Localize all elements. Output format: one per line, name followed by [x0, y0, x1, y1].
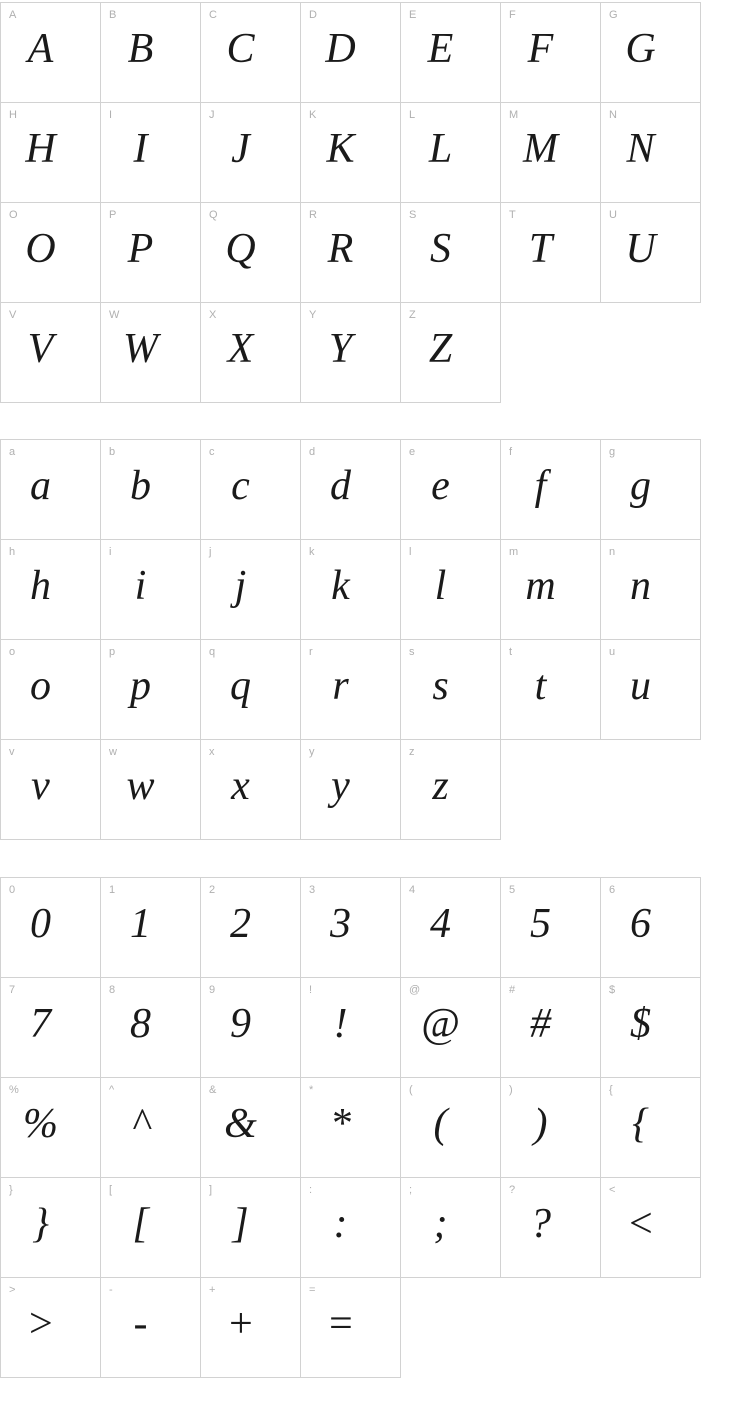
glyph-label: -: [109, 1284, 113, 1296]
glyph-preview: C: [226, 25, 255, 72]
glyph-preview: ): [533, 1100, 548, 1147]
glyph-label: S: [409, 209, 417, 221]
glyph-cell: [100, 977, 201, 1078]
glyph-preview: L: [428, 125, 453, 172]
glyph-label: B: [109, 9, 117, 21]
glyph-label: 8: [109, 984, 116, 996]
glyph-label: t: [509, 646, 513, 658]
glyph-label: +: [209, 1284, 216, 1296]
glyph-label: E: [409, 9, 417, 21]
glyph-preview: W: [123, 325, 158, 372]
glyph-label: u: [609, 646, 616, 658]
glyph-cell: [100, 877, 201, 978]
glyph-label: o: [9, 646, 16, 658]
glyph-cell: [0, 739, 101, 840]
glyph-label: %: [9, 1084, 19, 1096]
glyph-label: C: [209, 9, 217, 21]
glyph-preview: f: [534, 462, 547, 509]
glyph-cell: [500, 639, 601, 740]
glyph-cell: [600, 2, 701, 103]
glyph-cell: [300, 1277, 401, 1378]
glyph-label: g: [609, 446, 616, 458]
glyph-preview: ^: [131, 1100, 150, 1147]
glyph-preview: Y: [328, 325, 353, 372]
glyph-preview: 1: [130, 900, 151, 947]
glyph-preview: o: [30, 662, 51, 709]
glyph-label: 7: [9, 984, 16, 996]
glyph-preview: 3: [330, 900, 351, 947]
glyph-label: n: [609, 546, 616, 558]
glyph-label: Z: [409, 309, 416, 321]
glyph-label: T: [509, 209, 516, 221]
glyph-cell: [600, 1177, 701, 1278]
glyph-preview: R: [327, 225, 354, 272]
glyph-preview: N: [626, 125, 655, 172]
glyph-label: X: [209, 309, 217, 321]
glyph-cell: [600, 439, 701, 540]
glyph-label: 2: [209, 884, 216, 896]
glyph-cell: [100, 202, 201, 303]
glyph-preview: p: [130, 662, 151, 709]
glyph-label: [: [109, 1184, 113, 1196]
glyph-label: q: [209, 646, 216, 658]
glyph-preview: :: [333, 1200, 348, 1247]
glyph-cell: [300, 977, 401, 1078]
glyph-cell: [0, 977, 101, 1078]
glyph-preview: Z: [428, 325, 453, 372]
glyph-cell: [200, 739, 301, 840]
glyph-label: =: [309, 1284, 316, 1296]
glyph-preview: I: [133, 125, 148, 172]
glyph-label: 4: [409, 884, 416, 896]
glyph-cell: [400, 1177, 501, 1278]
glyph-label: j: [209, 546, 212, 558]
glyph-cell: [400, 302, 501, 403]
glyph-label: k: [309, 546, 315, 558]
glyph-label: Y: [309, 309, 317, 321]
glyph-preview: P: [127, 225, 154, 272]
glyph-preview: <: [626, 1200, 655, 1247]
glyph-label: @: [409, 984, 421, 996]
glyph-preview: !: [333, 1000, 348, 1047]
glyph-cell: [100, 302, 201, 403]
glyph-cell: [100, 1177, 201, 1278]
glyph-preview: >: [26, 1300, 55, 1347]
glyph-cell: [500, 1077, 601, 1178]
glyph-cell: [400, 439, 501, 540]
glyph-label: *: [309, 1084, 314, 1096]
glyph-preview: ;: [433, 1200, 448, 1247]
glyph-preview: t: [534, 662, 547, 709]
glyph-cell: [0, 877, 101, 978]
glyph-label: a: [9, 446, 16, 458]
glyph-label: H: [9, 109, 17, 121]
glyph-label: 0: [9, 884, 16, 896]
glyph-label: y: [309, 746, 315, 758]
glyph-label: ^: [109, 1084, 115, 1096]
glyph-preview: l: [434, 562, 447, 609]
glyph-preview: 0: [30, 900, 51, 947]
glyph-cell: [100, 739, 201, 840]
glyph-cell: [200, 639, 301, 740]
glyph-preview: @: [421, 1000, 460, 1047]
glyph-cell: [300, 102, 401, 203]
glyph-label: U: [609, 209, 617, 221]
glyph-cell: [600, 977, 701, 1078]
glyph-label: >: [9, 1284, 16, 1296]
glyph-preview: 4: [430, 900, 451, 947]
glyph-cell: [100, 102, 201, 203]
glyph-label: f: [509, 446, 513, 458]
glyph-cell: [300, 877, 401, 978]
glyph-cell: [500, 877, 601, 978]
glyph-preview: B: [127, 25, 154, 72]
glyph-preview: G: [625, 25, 656, 72]
glyph-label: x: [209, 746, 215, 758]
glyph-preview: r: [332, 662, 349, 709]
glyph-preview: &: [224, 1100, 257, 1147]
glyph-preview: x: [231, 762, 250, 809]
glyph-preview: e: [431, 462, 450, 509]
glyph-preview: Q: [225, 225, 256, 272]
glyph-preview: }: [32, 1200, 49, 1247]
glyph-preview: 7: [30, 1000, 51, 1047]
glyph-preview: y: [331, 762, 350, 809]
glyph-label: v: [9, 746, 15, 758]
glyph-preview: 6: [630, 900, 651, 947]
glyph-preview: n: [630, 562, 651, 609]
glyph-label: K: [309, 109, 317, 121]
glyph-cell: [300, 1177, 401, 1278]
glyph-preview: (: [433, 1100, 448, 1147]
glyph-preview: X: [227, 325, 254, 372]
glyph-preview: a: [30, 462, 51, 509]
glyph-preview: +: [226, 1300, 255, 1347]
glyph-label: <: [609, 1184, 616, 1196]
glyph-label: Q: [209, 209, 218, 221]
glyph-cell: [0, 439, 101, 540]
glyph-preview: 8: [130, 1000, 151, 1047]
glyph-label: R: [309, 209, 317, 221]
glyph-label: m: [509, 546, 519, 558]
glyph-cell: [100, 1077, 201, 1178]
glyph-label: A: [9, 9, 17, 21]
glyph-label: $: [609, 984, 616, 996]
glyph-label: 5: [509, 884, 516, 896]
glyph-label: N: [609, 109, 617, 121]
glyph-label: ]: [209, 1184, 213, 1196]
glyph-preview: q: [230, 662, 251, 709]
glyph-preview: u: [630, 662, 651, 709]
glyph-preview: H: [25, 125, 56, 172]
glyph-cell: [0, 1177, 101, 1278]
glyph-preview: *: [330, 1100, 351, 1147]
glyph-label: L: [409, 109, 416, 121]
glyph-preview: [: [132, 1200, 149, 1247]
glyph-label: V: [9, 309, 17, 321]
glyph-cell: [600, 639, 701, 740]
glyph-preview: T: [528, 225, 553, 272]
glyph-preview: c: [231, 462, 250, 509]
glyph-label: ): [509, 1084, 513, 1096]
glyph-cell: [300, 2, 401, 103]
glyph-label: ;: [409, 1184, 413, 1196]
glyph-preview: -: [133, 1300, 148, 1347]
glyph-preview: v: [31, 762, 50, 809]
glyph-preview: ?: [530, 1200, 551, 1247]
glyph-cell: [400, 539, 501, 640]
glyph-label: !: [309, 984, 313, 996]
glyph-preview: $: [630, 1000, 651, 1047]
glyph-cell: [300, 302, 401, 403]
glyph-preview: A: [27, 25, 54, 72]
glyph-preview: V: [27, 325, 54, 372]
glyph-cell: [500, 202, 601, 303]
glyph-cell: [200, 1077, 301, 1178]
glyph-preview: 2: [230, 900, 251, 947]
glyph-cell: [300, 539, 401, 640]
glyph-label: J: [209, 109, 215, 121]
glyph-cell: [200, 302, 301, 403]
glyph-grid-uppercase: [0, 2, 701, 402]
glyph-cell: [200, 977, 301, 1078]
glyph-cell: [200, 439, 301, 540]
glyph-label: #: [509, 984, 516, 996]
glyph-cell: [400, 202, 501, 303]
glyph-label: p: [109, 646, 116, 658]
glyph-preview: j: [234, 562, 247, 609]
glyph-cell: [600, 102, 701, 203]
glyph-preview: D: [325, 25, 356, 72]
glyph-label: b: [109, 446, 116, 458]
glyph-cell: [0, 639, 101, 740]
glyph-cell: [200, 1177, 301, 1278]
glyph-cell: [300, 439, 401, 540]
glyph-cell: [500, 439, 601, 540]
glyph-cell: [100, 1277, 201, 1378]
glyph-grid-symbols: [0, 877, 701, 1377]
glyph-label: (: [409, 1084, 413, 1096]
glyph-label: }: [9, 1184, 13, 1196]
glyph-label: I: [109, 109, 113, 121]
glyph-cell: [0, 1277, 101, 1378]
glyph-preview: F: [527, 25, 554, 72]
glyph-preview: E: [427, 25, 454, 72]
glyph-preview: g: [630, 462, 651, 509]
glyph-preview: U: [625, 225, 656, 272]
glyph-preview: J: [231, 125, 250, 172]
glyph-cell: [0, 539, 101, 640]
glyph-cell: [300, 639, 401, 740]
glyph-cell: [100, 439, 201, 540]
glyph-cell: [0, 202, 101, 303]
glyph-cell: [200, 102, 301, 203]
glyph-preview: m: [525, 562, 556, 609]
glyph-cell: [400, 102, 501, 203]
glyph-cell: [0, 2, 101, 103]
glyph-preview: %: [23, 1100, 58, 1147]
glyph-label: 9: [209, 984, 216, 996]
glyph-cell: [100, 2, 201, 103]
glyph-cell: [200, 1277, 301, 1378]
glyph-preview: s: [432, 662, 449, 709]
glyph-cell: [500, 539, 601, 640]
glyph-preview: =: [326, 1300, 355, 1347]
glyph-cell: [400, 2, 501, 103]
glyph-preview: M: [523, 125, 558, 172]
glyph-cell: [200, 877, 301, 978]
glyph-cell: [400, 877, 501, 978]
glyph-label: O: [9, 209, 18, 221]
glyph-label: G: [609, 9, 618, 21]
glyph-preview: S: [430, 225, 451, 272]
glyph-cell: [0, 1077, 101, 1178]
glyph-cell: [0, 102, 101, 203]
glyph-cell: [400, 739, 501, 840]
glyph-preview: b: [130, 462, 151, 509]
glyph-label: r: [309, 646, 313, 658]
glyph-preview: z: [432, 762, 449, 809]
glyph-cell: [300, 1077, 401, 1178]
glyph-label: s: [409, 646, 415, 658]
glyph-cell: [600, 202, 701, 303]
glyph-cell: [600, 877, 701, 978]
glyph-label: l: [409, 546, 412, 558]
glyph-preview: 5: [530, 900, 551, 947]
glyph-cell: [500, 1177, 601, 1278]
glyph-grid-lowercase: [0, 439, 701, 839]
glyph-label: P: [109, 209, 117, 221]
glyph-cell: [200, 2, 301, 103]
glyph-label: 3: [309, 884, 316, 896]
glyph-label: ?: [509, 1184, 516, 1196]
glyph-label: i: [109, 546, 112, 558]
glyph-cell: [400, 639, 501, 740]
glyph-label: z: [409, 746, 415, 758]
glyph-cell: [500, 977, 601, 1078]
glyph-preview: i: [134, 562, 147, 609]
glyph-preview: {: [632, 1100, 649, 1147]
glyph-label: D: [309, 9, 317, 21]
glyph-cell: [200, 539, 301, 640]
glyph-preview: 9: [230, 1000, 251, 1047]
glyph-cell: [200, 202, 301, 303]
glyph-cell: [500, 2, 601, 103]
glyph-preview: O: [25, 225, 56, 272]
glyph-preview: h: [30, 562, 51, 609]
glyph-label: 1: [109, 884, 116, 896]
glyph-preview: d: [330, 462, 351, 509]
glyph-label: &: [209, 1084, 217, 1096]
glyph-cell: [500, 102, 601, 203]
glyph-cell: [100, 639, 201, 740]
glyph-label: W: [109, 309, 120, 321]
glyph-cell: [100, 539, 201, 640]
glyph-label: F: [509, 9, 516, 21]
glyph-label: :: [309, 1184, 313, 1196]
glyph-cell: [400, 977, 501, 1078]
glyph-preview: k: [331, 562, 350, 609]
glyph-cell: [400, 1077, 501, 1178]
glyph-label: c: [209, 446, 215, 458]
glyph-label: w: [109, 746, 117, 758]
glyph-label: e: [409, 446, 416, 458]
glyph-label: 6: [609, 884, 616, 896]
glyph-cell: [600, 539, 701, 640]
glyph-label: {: [609, 1084, 613, 1096]
glyph-preview: K: [326, 125, 355, 172]
glyph-preview: w: [126, 762, 155, 809]
glyph-cell: [300, 202, 401, 303]
glyph-preview: #: [530, 1000, 551, 1047]
glyph-label: h: [9, 546, 16, 558]
glyph-label: d: [309, 446, 316, 458]
glyph-cell: [600, 1077, 701, 1178]
glyph-preview: ]: [232, 1200, 249, 1247]
glyph-cell: [0, 302, 101, 403]
glyph-label: M: [509, 109, 519, 121]
glyph-cell: [300, 739, 401, 840]
